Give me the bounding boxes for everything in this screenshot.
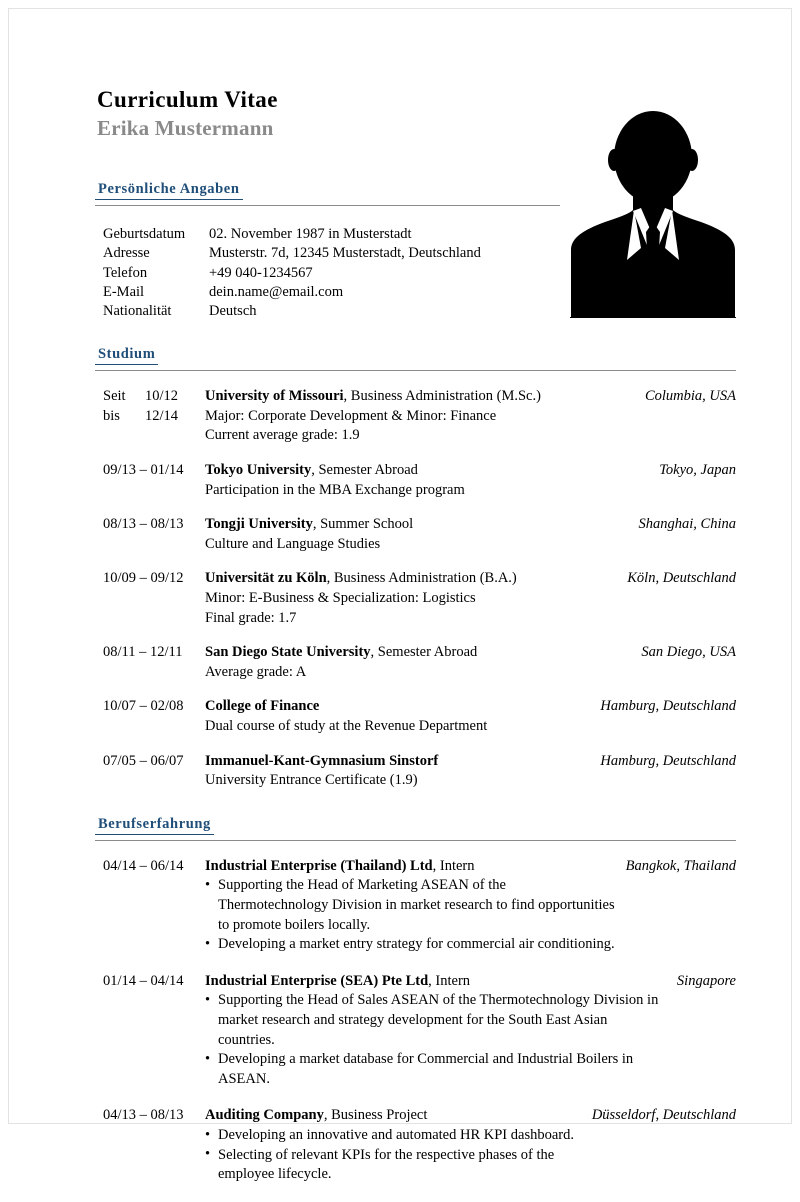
entry-title	[205, 972, 667, 992]
education-entry	[95, 461, 736, 500]
entry-organization: Tongji University	[205, 516, 313, 533]
entry-detail-line: Minor: E-Business & Specialization: Logistics	[205, 590, 476, 607]
entry-role: , Intern	[428, 972, 471, 989]
entry-date: 08/13 – 08/13	[103, 516, 184, 533]
entry-date: 01/14 – 04/14	[103, 972, 184, 989]
entry-title	[205, 752, 588, 772]
list-item-text: Selecting of relevant KPIs for the respective phases of the employee lifecycle.	[218, 1146, 555, 1183]
entry-organization: College of Finance	[205, 698, 320, 715]
detail-value-email: dein.name@email.com	[209, 283, 344, 300]
detail-value: +49 040-1234567	[209, 264, 313, 281]
entry-role: , Business Administration (B.A.)	[326, 570, 517, 587]
work-entry	[95, 972, 736, 1090]
detail-label: Telefon	[103, 264, 148, 281]
detail-label: Geburtsdatum	[103, 226, 186, 243]
entry-detail-line: Culture and Language Studies	[205, 535, 381, 552]
page-title: Curriculum Vitae	[97, 87, 278, 112]
entry-date: 04/14 – 06/14	[103, 857, 184, 874]
list-item	[205, 935, 616, 955]
entry-location: Hamburg, Deutschland	[600, 752, 736, 769]
entry-body	[205, 461, 653, 500]
education-entry	[95, 515, 736, 554]
bullet-icon: •	[205, 1146, 211, 1163]
entry-body	[205, 1106, 586, 1184]
cv-content	[95, 88, 736, 1202]
education-entry	[95, 643, 736, 682]
personal-detail-row	[103, 244, 736, 263]
list-item	[205, 1126, 582, 1146]
entry-body	[205, 972, 671, 1090]
entry-location: Tokyo, Japan	[659, 462, 736, 479]
detail-label: Adresse	[103, 245, 150, 262]
entry-body	[205, 569, 621, 628]
entry-body	[205, 515, 633, 554]
entry-location: San Diego, USA	[641, 644, 736, 661]
entry-role: , Business Project	[323, 1107, 428, 1124]
entry-detail-line: Current average grade: 1.9	[205, 427, 360, 444]
entry-date: 08/11 – 12/11	[103, 644, 183, 661]
date-value-from: 10/12	[145, 388, 179, 405]
education-entry	[95, 752, 736, 791]
entry-detail-line: Dual course of study at the Revenue Department	[205, 717, 488, 734]
entry-location: Shanghai, China	[638, 516, 736, 533]
bullet-icon: •	[205, 876, 211, 893]
entry-location: Columbia, USA	[644, 388, 736, 405]
entry-organization: Industrial Enterprise (Thailand) Ltd	[205, 857, 433, 874]
list-item-text: Supporting the Head of Marketing ASEAN of the Thermotechnology Division in market research to find opportunities to promote boilers locally.	[218, 877, 615, 933]
section-header	[95, 345, 736, 368]
entry-body	[205, 697, 594, 736]
entry-location: Köln, Deutschland	[627, 570, 736, 587]
list-item	[205, 876, 616, 935]
date-label-from: Seit	[103, 388, 126, 405]
list-item	[205, 991, 667, 1050]
bullet-icon: •	[205, 1050, 211, 1067]
section-divider-studium	[95, 370, 736, 371]
entry-detail-line: Major: Corporate Development & Minor: Finance	[205, 407, 497, 424]
personal-detail-row	[103, 225, 736, 244]
entry-date	[95, 387, 205, 446]
detail-label: Nationalität	[103, 302, 172, 319]
entry-body	[205, 752, 594, 791]
personal-details-list	[103, 225, 736, 321]
work-entries	[95, 857, 736, 1185]
education-entry	[95, 697, 736, 736]
entry-location: Düsseldorf, Deutschland	[591, 1107, 736, 1124]
date-row	[103, 387, 205, 407]
entry-organization: Auditing Company	[205, 1107, 324, 1124]
entry-location: Bangkok, Thailand	[625, 857, 736, 874]
cv-header	[95, 88, 736, 180]
detail-value: Deutsch	[209, 302, 257, 319]
entry-organization: Industrial Enterprise (SEA) Pte Ltd	[205, 972, 429, 989]
entry-title	[205, 857, 616, 877]
entry-date: 07/05 – 06/07	[103, 752, 184, 769]
entry-title	[205, 387, 633, 407]
list-item-text: Developing a market database for Commercial and Industrial Boilers in ASEAN.	[218, 1051, 634, 1087]
bullet-icon: •	[205, 935, 211, 952]
entry-title	[205, 569, 615, 589]
detail-value: Musterstr. 7d, 12345 Musterstadt, Deutschland	[209, 245, 481, 262]
responsibility-list	[205, 991, 667, 1089]
entry-role: , Intern	[432, 857, 475, 874]
responsibility-list	[205, 1126, 582, 1185]
section-work-experience	[95, 815, 736, 1185]
date-value-to: 12/14	[145, 407, 179, 424]
entry-detail-line: Participation in the MBA Exchange program	[205, 481, 465, 498]
entry-organization: Universität zu Köln	[205, 570, 327, 587]
entry-title	[205, 515, 627, 535]
personal-detail-row	[103, 283, 736, 302]
entry-role: , Summer School	[312, 516, 414, 533]
education-entries	[95, 387, 736, 791]
entry-role: , Semester Abroad	[370, 644, 478, 661]
entry-body	[205, 643, 635, 682]
entry-organization: University of Missouri	[205, 388, 344, 405]
entry-location: Hamburg, Deutschland	[600, 698, 736, 715]
entry-role: , Semester Abroad	[311, 462, 418, 479]
list-item-text: Developing a market entry strategy for commercial air conditioning.	[218, 936, 615, 953]
entry-detail-line: University Entrance Certificate (1.9)	[205, 772, 418, 789]
date-row	[103, 407, 205, 427]
personal-detail-row	[103, 302, 736, 321]
entry-date: 10/07 – 02/08	[103, 698, 184, 715]
entry-body	[205, 387, 639, 446]
work-entry	[95, 857, 736, 955]
list-item	[205, 1050, 667, 1089]
section-header	[95, 180, 736, 203]
detail-value: 02. November 1987 in Musterstadt	[209, 226, 412, 243]
entry-detail-line: Final grade: 1.7	[205, 609, 297, 626]
education-entry	[95, 569, 736, 628]
entry-title	[205, 697, 588, 717]
section-education	[95, 345, 736, 791]
entry-title	[205, 643, 629, 663]
date-label-to: bis	[103, 407, 120, 424]
section-header	[95, 815, 736, 838]
bullet-icon: •	[205, 1126, 211, 1143]
spacer	[95, 791, 736, 815]
list-item-text: Developing an innovative and automated HR KPI dashboard.	[218, 1127, 574, 1144]
education-entry	[95, 387, 736, 446]
section-title-studium: Studium	[95, 345, 158, 365]
list-item	[205, 1146, 582, 1185]
work-entry	[95, 1106, 736, 1184]
section-title-berufserfahrung: Berufserfahrung	[95, 815, 214, 835]
entry-organization: Immanuel-Kant-Gymnasium Sinstorf	[205, 752, 439, 769]
section-personal-details	[95, 180, 736, 321]
section-title-personal: Persönliche Angaben	[95, 180, 243, 200]
entry-detail-line: Average grade: A	[205, 663, 307, 680]
entry-title	[205, 1106, 582, 1126]
entry-organization: Tokyo University	[205, 462, 312, 479]
entry-date: 04/13 – 08/13	[103, 1107, 184, 1124]
entry-date: 10/09 – 09/12	[103, 570, 184, 587]
entry-body	[205, 857, 620, 955]
candidate-name: Erika Mustermann	[97, 116, 274, 141]
entry-role: , Business Administration (M.Sc.)	[343, 388, 541, 405]
detail-label: E-Mail	[103, 283, 145, 300]
spacer	[95, 321, 736, 345]
entry-organization: San Diego State University	[205, 644, 371, 661]
entry-location: Singapore	[676, 972, 736, 989]
bullet-icon: •	[205, 991, 211, 1008]
list-item-text: Supporting the Head of Sales ASEAN of the Thermotechnology Division in market research and strategy development for the South East Asian countries.	[218, 992, 659, 1048]
personal-detail-row	[103, 264, 736, 283]
responsibility-list	[205, 876, 616, 954]
section-divider-work	[95, 840, 736, 841]
entry-title	[205, 461, 647, 481]
entry-date: 09/13 – 01/14	[103, 462, 184, 479]
section-divider-personal	[95, 205, 560, 206]
